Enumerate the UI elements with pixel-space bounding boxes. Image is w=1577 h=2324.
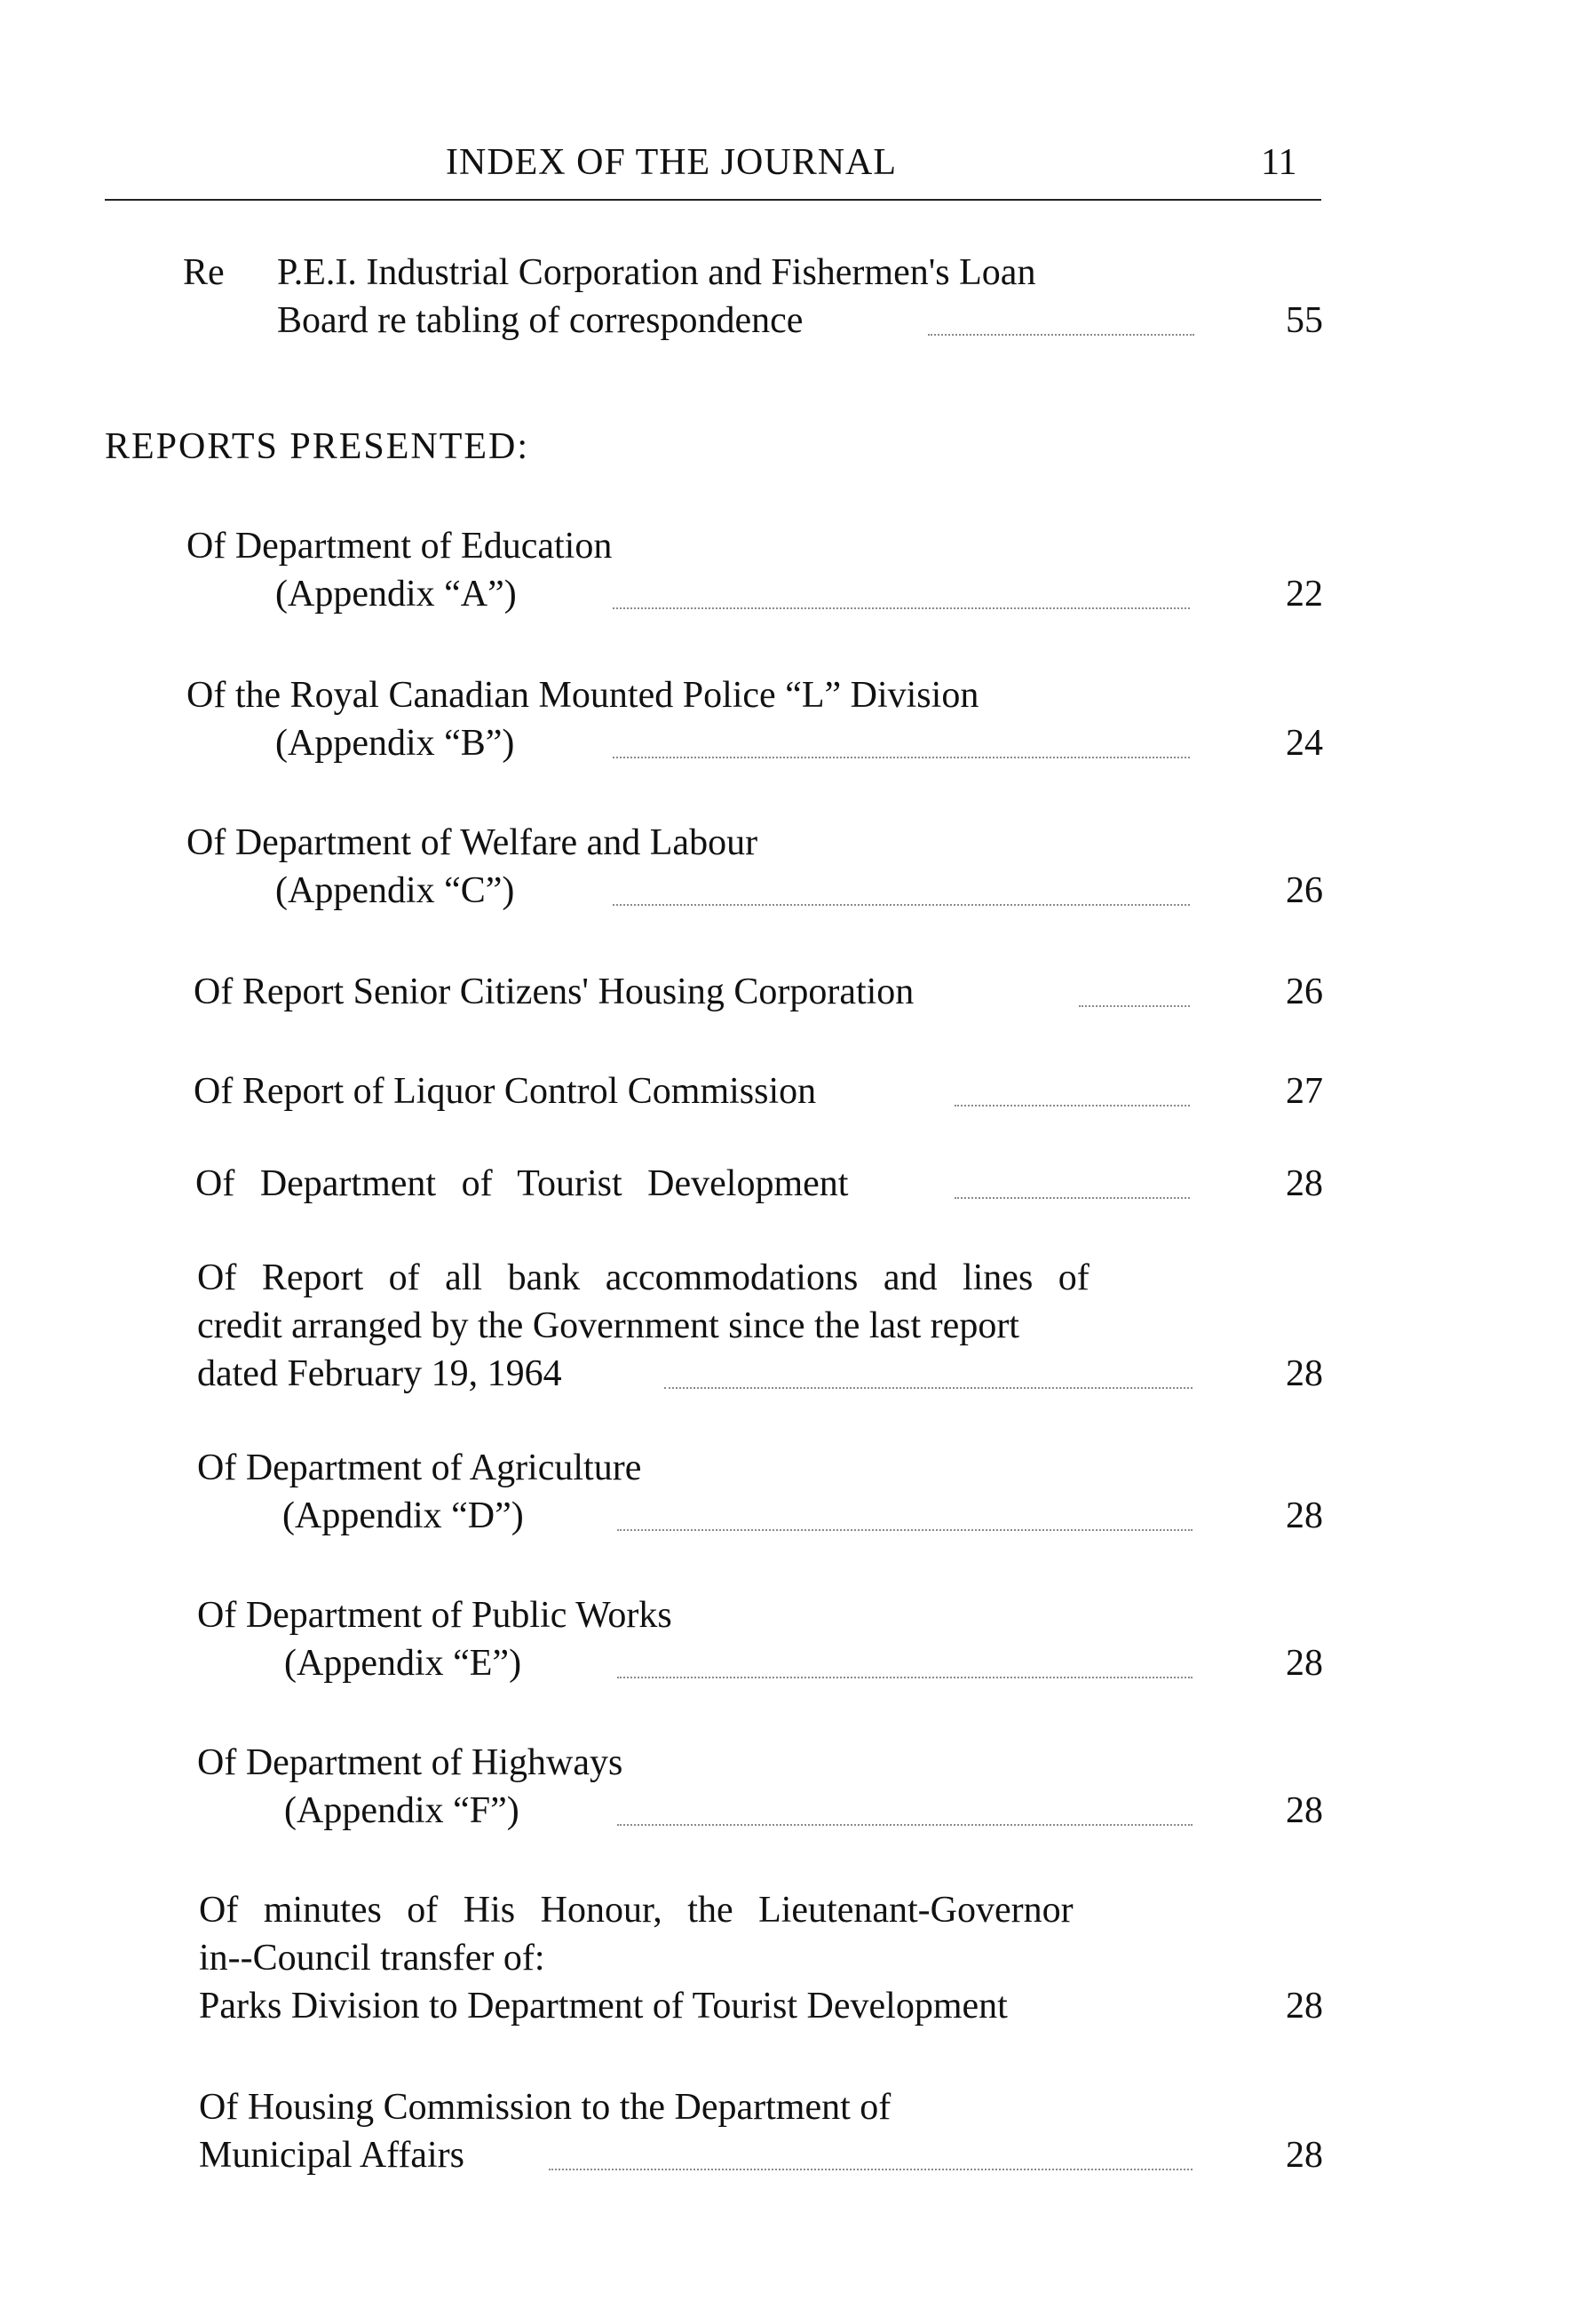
entry-line: Of Department of Agriculture xyxy=(197,1448,642,1488)
page-number: 11 xyxy=(1261,142,1297,183)
entry-page: 28 xyxy=(1286,1986,1323,2027)
entry-page: 26 xyxy=(1286,870,1323,911)
entry-line: Of the Royal Canadian Mounted Police “L” Division xyxy=(186,675,979,716)
section-heading: REPORTS PRESENTED: xyxy=(105,426,530,467)
entry-line: (Appendix “A”) xyxy=(275,574,517,615)
entry-line: (Appendix “D”) xyxy=(282,1495,524,1536)
dot-leader xyxy=(617,1529,1193,1531)
dot-leader xyxy=(955,1197,1190,1199)
dot-leader xyxy=(613,607,1190,609)
running-head-title: INDEX OF THE JOURNAL xyxy=(446,142,898,183)
entry-line: Of Department of Public Works xyxy=(197,1595,672,1636)
entry-line: Of Department of Education xyxy=(186,526,613,567)
entry-line: (Appendix “B”) xyxy=(275,723,515,764)
entry-line: in--Council transfer of: xyxy=(199,1938,545,1979)
dot-leader xyxy=(549,2169,1193,2170)
re-entry-page: 55 xyxy=(1286,300,1323,341)
entry-line: credit arranged by the Government since the last report xyxy=(197,1305,1019,1346)
entry-line: Parks Division to Department of Tourist Development xyxy=(199,1986,1008,2027)
entry-line: Of Department of Highways xyxy=(197,1742,623,1783)
entry-page: 27 xyxy=(1286,1071,1323,1112)
entry-page: 28 xyxy=(1286,1790,1323,1831)
entry-line: Of Report of all bank accommodations and lines of xyxy=(197,1257,1090,1298)
entry-page: 26 xyxy=(1286,972,1323,1012)
entry-line: Municipal Affairs xyxy=(199,2135,465,2176)
entry-page: 28 xyxy=(1286,1353,1323,1394)
entry-page: 28 xyxy=(1286,1163,1323,1204)
entry-page: 28 xyxy=(1286,1643,1323,1684)
entry-line: dated February 19, 1964 xyxy=(197,1353,562,1394)
dot-leader xyxy=(617,1677,1193,1678)
header-rule xyxy=(105,199,1321,201)
entry-page: 28 xyxy=(1286,1495,1323,1536)
dot-leader xyxy=(1079,1005,1190,1007)
re-prefix: Re xyxy=(183,252,225,293)
entry-page: 22 xyxy=(1286,574,1323,615)
entry-line: (Appendix “F”) xyxy=(284,1790,519,1831)
entry-line: Of Report of Liquor Control Commission xyxy=(194,1071,817,1112)
dot-leader xyxy=(617,1824,1193,1826)
entry-line: Of Housing Commission to the Department of xyxy=(199,2087,892,2128)
dot-leader xyxy=(613,757,1190,758)
entry-line: Of Report Senior Citizens' Housing Corporation xyxy=(194,972,915,1012)
entry-line: (Appendix “C”) xyxy=(275,870,515,911)
entry-line: Of Department of Tourist Development xyxy=(195,1163,849,1204)
dot-leader xyxy=(664,1387,1193,1389)
entry-line: Of minutes of His Honour, the Lieutenant-Governor xyxy=(199,1890,1074,1931)
re-entry-line-1: P.E.I. Industrial Corporation and Fishermen's Loan xyxy=(277,252,1036,293)
entry-page: 28 xyxy=(1286,2135,1323,2176)
dot-leader xyxy=(613,904,1190,906)
dot-leader xyxy=(928,334,1194,336)
dot-leader xyxy=(955,1105,1190,1106)
re-entry-line-2: Board re tabling of correspondence xyxy=(277,300,804,341)
entry-line: (Appendix “E”) xyxy=(284,1643,522,1684)
entry-page: 24 xyxy=(1286,723,1323,764)
entry-line: Of Department of Welfare and Labour xyxy=(186,822,758,863)
